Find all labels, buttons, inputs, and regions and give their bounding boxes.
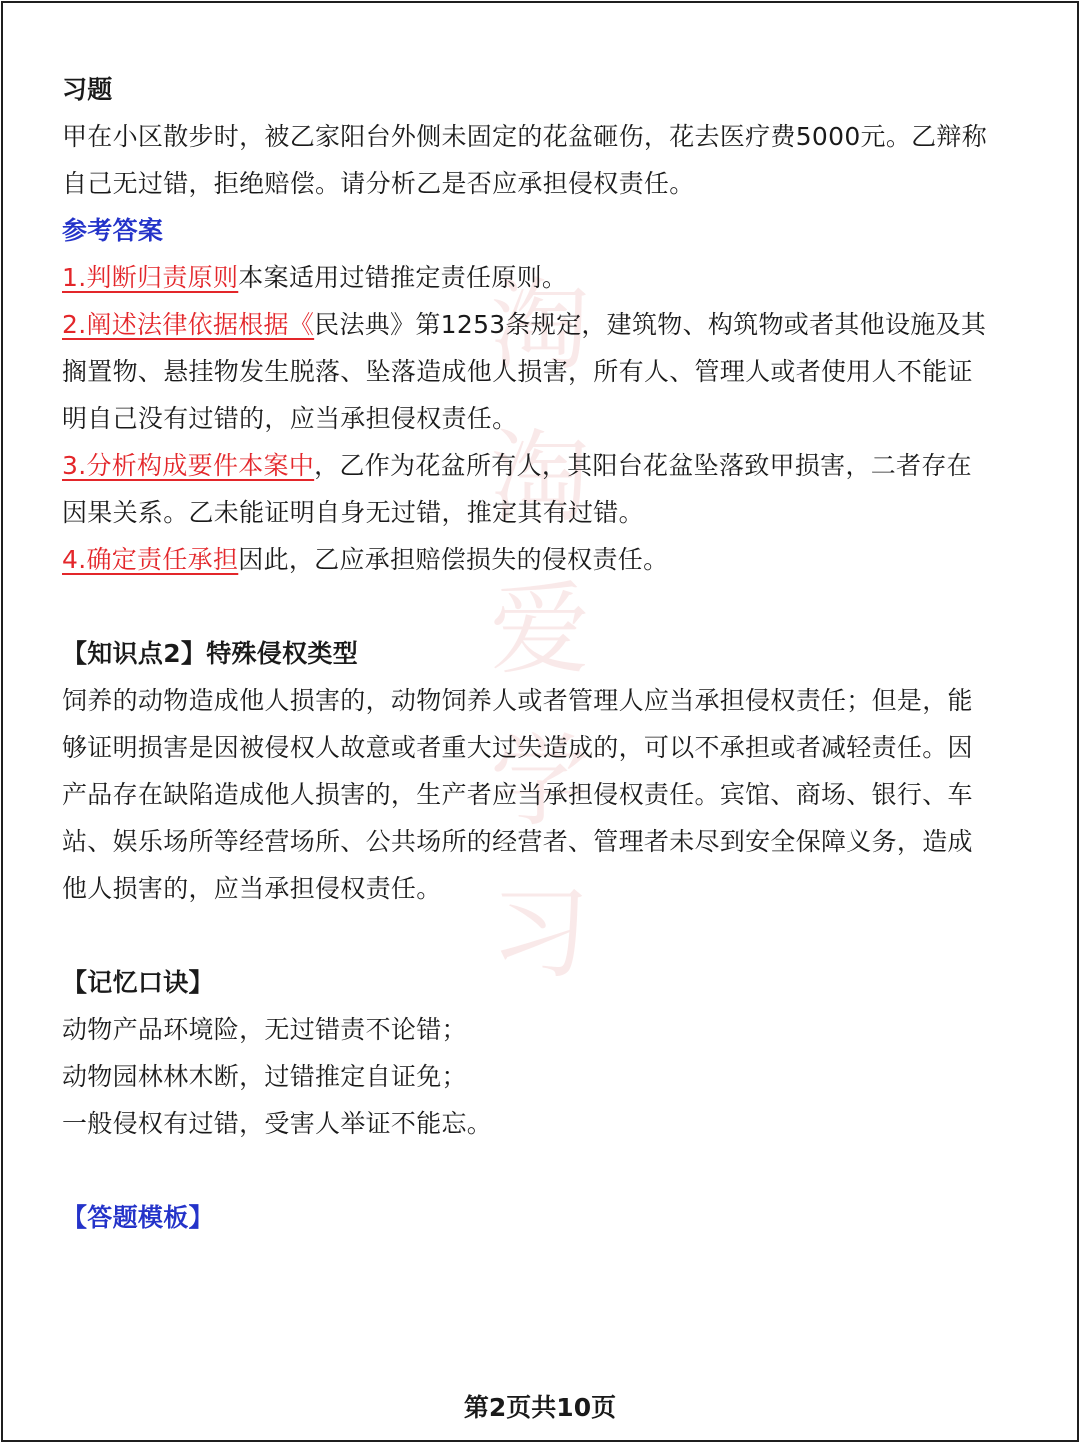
mnemonic-heading: 【记忆口诀】 [62,968,214,997]
answer-step-2 [62,301,1022,348]
section-spacer [62,583,1022,630]
knowledge-line: 他人损害的，应当承担侵权责任。 [62,874,442,903]
knowledge-line: 站、娱乐场所等经营场所、公共场所的经营者、管理者未尽到安全保障义务，造成 [62,827,973,856]
question-line: 甲在小区散步时，被乙家阳台外侧未固定的花盆砸伤，花去医疗费5000元。乙辩称 [62,122,988,151]
page-indicator: 第2页共10页 [463,1393,617,1422]
step-3-link[interactable]: 3.分析构成要件本案中 [62,451,315,480]
mnemonic-line: 动物产品环境险，无过错责不论错； [62,1015,467,1044]
answer-step-1 [62,254,1022,301]
question-line: 自己无过错，拒绝赔偿。请分析乙是否应承担侵权责任。 [62,169,695,198]
template-heading: 【答题模板】 [62,1203,214,1232]
watermark-char: 学 [490,723,590,840]
answer-step-4 [62,536,1022,583]
document-body [62,66,1022,1241]
step-2-continuation: 明自己没有过错的，应当承担侵权责任。 [62,404,518,433]
mnemonic-line: 一般侵权有过错，受害人举证不能忘。 [62,1109,493,1138]
knowledge-line: 饲养的动物造成他人损害的，动物饲养人或者管理人应当承担侵权责任；但是，能 [62,686,973,715]
mnemonic-line: 动物园林林木断，过错推定自证免； [62,1062,467,1091]
watermark-char: 淘 [490,419,590,536]
step-3-continuation: 因果关系。乙未能证明自身无过错，推定其有过错。 [62,498,644,527]
watermark-char: 爱 [490,571,590,688]
step-1-link[interactable]: 1.判断归责原则 [62,263,239,292]
knowledge-line: 产品存在缺陷造成他人损害的，生产者应当承担侵权责任。宾馆、商场、银行、车 [62,780,973,809]
watermark-char: 习 [490,875,590,992]
step-2-text: 民法典》第1253条规定，建筑物、构筑物或者其他设施及其 [314,310,987,339]
knowledge-heading: 【知识点2】特殊侵权类型 [62,639,358,668]
step-2-continuation: 搁置物、悬挂物发生脱落、坠落造成他人损害，所有人、管理人或者使用人不能证 [62,357,973,386]
knowledge-line: 够证明损害是因被侵权人故意或者重大过失造成的，可以不承担或者减轻责任。因 [62,733,973,762]
watermark-char: 淘 [490,267,590,384]
step-4-text: 因此，乙应承担赔偿损失的侵权责任。 [238,545,669,574]
step-4-link[interactable]: 4.确定责任承担 [62,545,239,574]
answer-heading: 参考答案 [62,216,164,245]
section-spacer [62,912,1022,959]
step-3-text: ，乙作为花盆所有人，其阳台花盆坠落致甲损害，二者存在 [314,451,972,480]
step-1-text: 本案适用过错推定责任原则。 [238,263,568,292]
answer-step-3 [62,442,1022,489]
section-spacer [62,1147,1022,1194]
step-2-link[interactable]: 2.阐述法律依据根据《 [62,310,315,339]
exercise-heading: 习题 [62,75,113,104]
